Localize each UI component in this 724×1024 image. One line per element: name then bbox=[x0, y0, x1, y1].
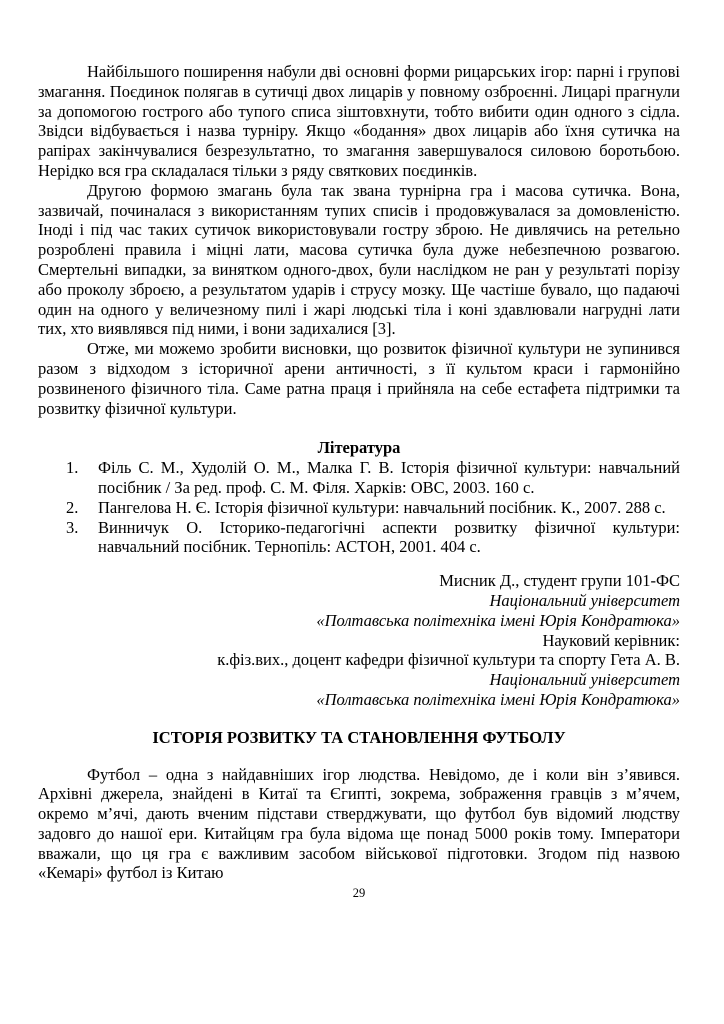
reference-number: 1. bbox=[66, 458, 79, 478]
reference-item bbox=[38, 458, 680, 498]
author-university-line: Національний університет bbox=[489, 590, 680, 610]
supervisor-label-line: Науковий керівник: bbox=[542, 630, 680, 650]
literature-heading: Література bbox=[317, 438, 401, 458]
reference-number: 2. bbox=[66, 497, 79, 517]
supervisor-university-name-line: «Полтавська політехніка імені Юрія Кондратюка» bbox=[316, 689, 680, 709]
page-number: 29 bbox=[352, 886, 366, 901]
paragraph-football-history: Футбол – одна з найдавніших ігор людства. Невідомо, де і коли він з’явився. Архівні джерела, знайдені в Китаї та Єгипті, зокрема, зображення гравців з м’ячем, окремо м’ячі, дають вченим підстави стверджувати, що футбол був відомий людству задовго до нашої ери. Китайцям гра була відома ще понад 5000 років тому. Імператори вважали, що ця гра є важливим засобом військової підготовки. Згодом під назвою «Кемарі» футбол із Китаю bbox=[38, 764, 680, 883]
author-university-name-line: «Полтавська політехніка імені Юрія Кондратюка» bbox=[316, 610, 680, 630]
paragraph-tournament-game: Другою формою змагань була так звана турнірна гра і масова сутичка. Вона, зазвичай, починалася з використанням тупих списів і продовжувалася за домовленістю. Іноді і під час таких сутичок використовували гостру зброю. Не дивлячись на ретельно розроблені правила і міцні лати, масова сутичка була дуже небезпечною розвагою. Смертельні випадки, за винятком одного-двох, були наслідком не ран у результаті порізу або проколу зброєю, а результатом ударів і струсу мозку. Ще частіше бувало, що падаючі один на одного у величезному пилі і жарі людські тіла і коні здавлювали нагрудні лати тих, хто виявлявся під ними, і вони задихалися [3]. bbox=[38, 180, 680, 339]
supervisor-university-line: Національний університет bbox=[489, 670, 680, 690]
paragraph-conclusion: Отже, ми можемо зробити висновки, що розвиток фізичної культури не зупинився разом з відходом з історичної арени античності, з її культом краси і гармонійно розвиненого фізичного тіла. Саме ратна праця і прийняла на себе естафета підтримки та розвитку фізичної культури. bbox=[38, 339, 680, 418]
reference-item bbox=[38, 518, 680, 558]
paragraph-knight-tournaments: Найбільшого поширення набули дві основні форми рицарських ігор: парні і групові змагання. Поєдинок полягав в сутичці двох лицарів у повному озброєнні. Лицарі прагнули за допомогою гострого або тупого списа зіштовхнути, тобто вибити один одного з сідла. Звідси відбувається і назва турніру. Якщо «бодання» двох лицарів або їхня сутичка на рапірах закінчувалися безрезультатно, то змагання завершувалося силовою боротьбою. Нерідко вся гра складалася тільки з ряду святкових поєдинків. bbox=[38, 62, 680, 180]
supervisor-name-line: к.фіз.вих., доцент кафедри фізичної культури та спорту Гета А. В. bbox=[217, 650, 680, 670]
author-block bbox=[38, 571, 680, 710]
article-title: ІСТОРІЯ РОЗВИТКУ ТА СТАНОВЛЕННЯ ФУТБОЛУ bbox=[152, 727, 566, 747]
reference-item bbox=[38, 498, 680, 518]
reference-number: 3. bbox=[66, 517, 79, 537]
reference-text: Винничук О. Історико-педагогічні аспекти розвитку фізичної культури: навчальний посібник. Тернопіль: АСТОН, 2001. 404 с. bbox=[98, 517, 680, 557]
author-name-line: Мисник Д., студент групи 101-ФС bbox=[439, 571, 680, 591]
reference-list bbox=[38, 458, 680, 557]
reference-text: Філь С. М., Худолій О. М., Малка Г. В. Історія фізичної культури: навчальний посібник / За ред. проф. С. М. Філя. Харків: ОВС, 2003. 160 с. bbox=[98, 458, 680, 497]
reference-text: Пангелова Н. Є. Історія фізичної культури: навчальний посібник. К., 2007. 288 с. bbox=[98, 497, 666, 517]
